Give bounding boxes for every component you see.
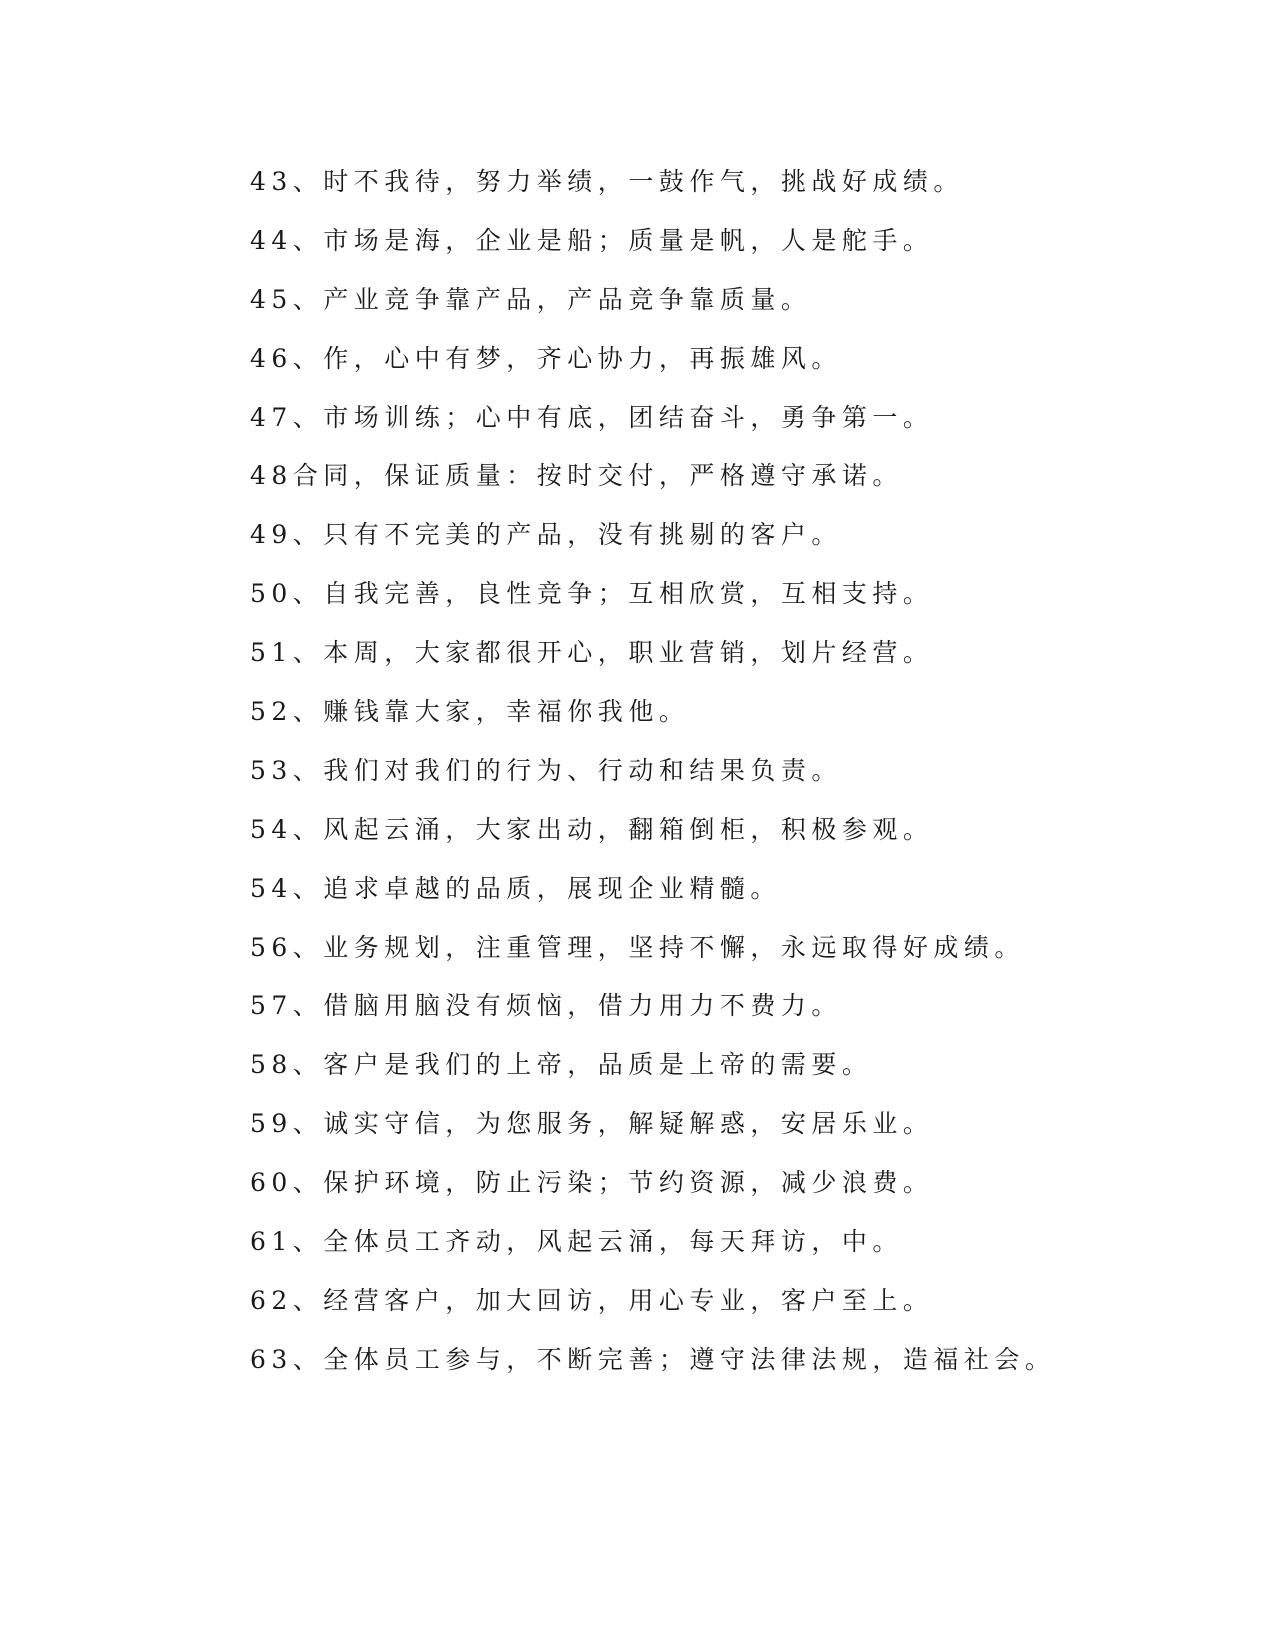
slogan-line: 45、产业竞争靠产品，产品竞争靠质量。 <box>250 284 812 314</box>
slogan-line: 60、保护环境，防止污染；节约资源，减少浪费。 <box>250 1168 934 1198</box>
slogan-line: 63、全体员工参与，不断完善；遵守法律法规，造福社会。 <box>250 1344 1056 1374</box>
slogan-line: 43、时不我待，努力举绩，一鼓作气，挑战好成绩。 <box>250 167 964 196</box>
slogan-line: 44、市场是海，企业是船；质量是帆，人是舵手。 <box>250 225 934 255</box>
slogan-line: 47、市场训练；心中有底，团结奋斗，勇争第一。 <box>250 402 934 432</box>
slogan-line: 54、风起云涌，大家出动，翻箱倒柜，积极参观。 <box>250 814 934 844</box>
slogan-line: 61、全体员工齐动，风起云涌，每天拜访，中。 <box>250 1227 903 1257</box>
slogan-line: 59、诚实守信，为您服务，解疑解惑，安居乐业。 <box>250 1109 934 1139</box>
slogan-line: 62、经营客户，加大回访，用心专业，客户至上。 <box>250 1285 934 1315</box>
slogan-line: 57、借脑用脑没有烦恼，借力用力不费力。 <box>250 991 842 1021</box>
slogan-line: 56、业务规划，注重管理，坚持不懈，永远取得好成绩。 <box>250 932 1025 962</box>
slogan-line: 46、作，心中有梦，齐心协力，再振雄风。 <box>250 343 842 373</box>
slogan-line: 49、只有不完美的产品，没有挑剔的客户。 <box>250 520 842 550</box>
slogan-line: 52、赚钱靠大家，幸福你我他。 <box>250 697 690 727</box>
slogan-line: 54、追求卓越的品质，展现企业精髓。 <box>250 873 781 903</box>
slogan-line: 58、客户是我们的上帝，品质是上帝的需要。 <box>250 1050 873 1080</box>
slogan-line: 48合同，保证质量：按时交付，严格遵守承诺。 <box>250 461 903 491</box>
slogan-line: 50、自我完善，良性竞争；互相欣赏，互相支持。 <box>250 579 934 609</box>
slogan-line: 53、我们对我们的行为、行动和结果负责。 <box>250 755 842 785</box>
slogan-list <box>250 160 1056 1397</box>
slogan-line: 51、本周，大家都很开心，职业营销，划片经营。 <box>250 638 934 668</box>
